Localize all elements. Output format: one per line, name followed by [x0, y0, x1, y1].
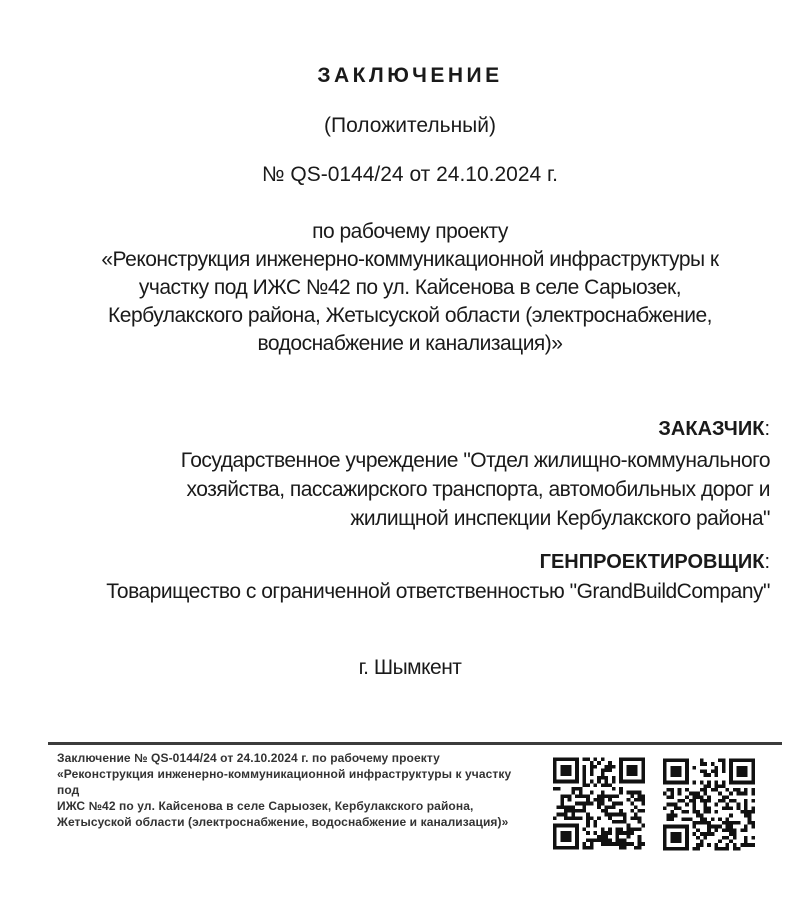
footer-line: ИЖС №42 по ул. Кайсенова в селе Сарыозек, Кербулакского района,	[57, 799, 474, 813]
project-line: Кербулакского района, Жетысуской области (электроснабжение,	[108, 304, 712, 327]
project-description	[40, 218, 780, 358]
designer-label: ГЕНПРОЕКТИРОВЩИК	[539, 551, 765, 573]
footer-line: Заключение № QS-0144/24 от 24.10.2024 г. по рабочему проекту	[57, 751, 440, 765]
customer-label: ЗАКАЗЧИК	[658, 418, 765, 440]
customer-line: жилищной инспекции Кербулакского района"	[350, 507, 770, 530]
customer-line: хозяйства, пассажирского транспорта, автомобильных дорог и	[186, 478, 770, 501]
project-line: водоснабжение и канализация)»	[257, 332, 563, 355]
document-title: ЗАКЛЮЧЕНИЕ	[317, 64, 503, 87]
project-line: «Реконструкция инженерно-коммуникационной инфраструктуры к	[101, 248, 719, 271]
footer-caption	[57, 750, 532, 830]
designer-heading	[40, 551, 770, 574]
customer-line: Государственное учреждение "Отдел жилищно-коммунального	[180, 449, 770, 472]
footer-line: Жетысуской области (электроснабжение, водоснабжение и канализация)»	[57, 815, 509, 829]
document-number: № QS-0144/24 от 24.10.2024 г.	[262, 163, 558, 186]
customer-heading	[40, 418, 770, 441]
qr-code-right	[663, 757, 755, 852]
designer-colon: :	[764, 551, 770, 573]
project-line: по рабочему проекту	[312, 220, 508, 243]
project-line: участку под ИЖС №42 по ул. Кайсенова в селе Сарыозек,	[138, 276, 682, 299]
customer-colon: :	[764, 418, 770, 440]
designer-name: Товарищество с ограниченной ответственностью "GrandBuildCompany"	[106, 580, 770, 603]
city-line: г. Шымкент	[358, 656, 462, 679]
customer-name	[40, 446, 770, 533]
footer-divider	[48, 742, 782, 745]
footer-line: «Реконструкция инженерно-коммуникационной инфраструктуры к участку под	[57, 767, 512, 797]
qr-code-left	[553, 756, 645, 851]
document-subtitle: (Положительный)	[324, 114, 496, 137]
